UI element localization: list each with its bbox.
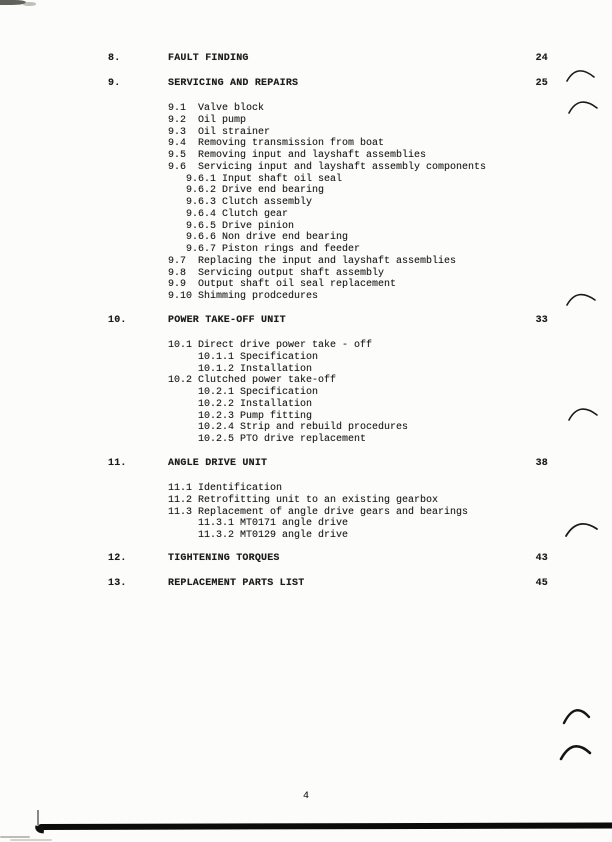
- toc-item-number: 11.1: [168, 483, 193, 494]
- toc-item-label: Installation: [240, 398, 313, 410]
- toc-item: [168, 518, 588, 530]
- toc-item: [168, 185, 588, 197]
- section-item-list: [168, 103, 588, 303]
- toc-item: [168, 291, 588, 303]
- toc-item-label: Oil strainer: [198, 126, 271, 138]
- toc-item-number: 9.4: [168, 138, 187, 150]
- binder-ring-mark-7: [561, 746, 590, 759]
- toc-item-label: Retrofitting unit to an existing gearbox: [198, 494, 439, 506]
- toc-item-number: 9.9: [168, 279, 187, 291]
- toc-item: [168, 422, 588, 434]
- toc-item: [168, 483, 588, 495]
- toc-item-number: 9.6.1: [186, 173, 217, 185]
- toc-item-number: 9.5: [168, 150, 187, 161]
- toc-item: [168, 162, 588, 174]
- toc-item-number: 9.1: [168, 103, 187, 114]
- toc-item: [168, 352, 588, 364]
- toc-item-number: 11.3.2: [198, 530, 235, 541]
- toc-item-label: Replacing the input and layshaft assemblies: [198, 255, 457, 267]
- toc-item: [168, 115, 588, 127]
- section-item-list: [168, 340, 588, 446]
- section-title: POWER TAKE-OFF UNIT: [168, 315, 286, 326]
- toc-item: [168, 256, 588, 268]
- toc-item-number: 9.7: [168, 255, 187, 267]
- toc-item-number: 10.2.3: [198, 410, 235, 422]
- toc-item-label: PTO drive replacement: [240, 434, 367, 445]
- toc-item-label: Oil pump: [198, 114, 247, 126]
- toc-item: [168, 103, 588, 115]
- toc-item: [168, 209, 588, 221]
- section-title: TIGHTENING TORQUES: [168, 553, 280, 564]
- toc-item-number: 9.6.3: [186, 197, 217, 208]
- toc-item-label: Direct drive power take - off: [198, 340, 373, 351]
- footer-page-number: 4: [302, 791, 309, 802]
- toc-item-number: 9.6.6: [186, 232, 217, 244]
- toc-item: [168, 150, 588, 162]
- toc-item: [168, 138, 588, 150]
- toc-item-number: 9.6.4: [186, 208, 217, 220]
- toc-item: [168, 174, 588, 186]
- toc-item-label: Clutched power take-off: [198, 375, 337, 387]
- toc-item-number: 9.8: [168, 267, 187, 279]
- toc-item-number: 10.2.2: [198, 398, 235, 410]
- section-page-number: 38: [535, 458, 548, 469]
- toc-item-label: Drive pinion: [222, 220, 295, 232]
- toc-item: [168, 279, 588, 291]
- section-page-number: 43: [535, 553, 548, 564]
- toc-item-label: Replacement of angle drive gears and bearings: [198, 506, 469, 518]
- toc-item-number: 11.3: [168, 506, 193, 518]
- toc-item-number: 10.2.1: [198, 387, 235, 398]
- toc-item-number: 9.2: [168, 114, 187, 126]
- section-title: FAULT FINDING: [168, 53, 249, 64]
- toc-item-label: Removing transmission from boat: [198, 138, 385, 150]
- section-page-number: 33: [535, 315, 548, 326]
- toc-item: [168, 375, 588, 387]
- toc-item-number: 9.10: [168, 291, 193, 302]
- toc-item-number: 9.3: [168, 126, 187, 138]
- toc-item: [168, 434, 588, 446]
- toc-item: [168, 495, 588, 507]
- section-number: 11.: [108, 458, 127, 469]
- toc-item-label: Valve block: [198, 103, 265, 114]
- toc-item-number: 9.6.7: [186, 244, 217, 255]
- toc-item-label: Servicing output shaft assembly: [198, 267, 385, 279]
- toc-item: [168, 232, 588, 244]
- section-title: REPLACEMENT PARTS LIST: [168, 578, 305, 589]
- toc-item: [168, 507, 588, 519]
- binder-ring-mark-6: [564, 710, 589, 723]
- section-page-number: 24: [535, 53, 548, 64]
- toc-item-label: Strip and rebuild procedures: [240, 422, 409, 434]
- toc-item-number: 10.2.5: [198, 434, 235, 445]
- toc-item-label: Piston rings and feeder: [222, 244, 361, 255]
- toc-item: [168, 221, 588, 233]
- section-title: SERVICING AND REPAIRS: [168, 78, 299, 89]
- section-number: 9.: [108, 78, 121, 89]
- toc-item-number: 9.6.2: [186, 185, 217, 197]
- section-number: 12.: [108, 553, 127, 564]
- toc-item-number: 9.6: [168, 161, 187, 173]
- toc-item-label: Pump fitting: [240, 410, 313, 422]
- toc-item: [168, 268, 588, 280]
- toc-item-label: Drive end bearing: [222, 185, 325, 197]
- toc-item: [168, 127, 588, 139]
- toc-item-number: 10.2.4: [198, 422, 235, 434]
- section-number: 8.: [108, 53, 121, 64]
- toc-item-label: Input shaft oil seal: [222, 173, 343, 185]
- toc-item: [168, 340, 588, 352]
- toc-item: [168, 364, 588, 376]
- toc-item-label: Clutch assembly: [222, 197, 313, 208]
- toc-item-label: Non drive end bearing: [222, 232, 349, 244]
- section-number: 13.: [108, 578, 127, 589]
- toc-item-label: Servicing input and layshaft assembly components: [198, 161, 487, 173]
- toc-item-label: Installation: [240, 363, 313, 375]
- toc-item-number: 11.2: [168, 494, 193, 506]
- toc-item-label: Identification: [198, 483, 283, 494]
- binder-ring-mark-1: [567, 71, 594, 81]
- section-number: 10.: [108, 315, 127, 326]
- toc-item-number: 9.6.5: [186, 220, 217, 232]
- toc-item: [168, 244, 588, 256]
- toc-item: [168, 387, 588, 399]
- toc-item-number: 10.1.2: [198, 363, 235, 375]
- toc-item-number: 10.1.1: [198, 351, 235, 363]
- toc-item-number: 10.2: [168, 375, 193, 387]
- toc-item-label: Clutch gear: [222, 208, 289, 220]
- toc-item: [168, 530, 588, 542]
- section-page-number: 45: [535, 578, 548, 589]
- toc-item: [168, 411, 588, 423]
- toc-item-label: Specification: [240, 351, 319, 363]
- toc-item-label: MT0171 angle drive: [240, 518, 349, 530]
- toc-item-label: Removing input and layshaft assemblies: [198, 150, 427, 161]
- section-item-list: [168, 483, 588, 542]
- toc-item-label: Shimming prodcedures: [198, 291, 319, 302]
- section-title: ANGLE DRIVE UNIT: [168, 458, 268, 469]
- toc-item: [168, 197, 588, 209]
- section-page-number: 25: [535, 78, 548, 89]
- toc-item-label: Output shaft oil seal replacement: [198, 279, 397, 291]
- toc-item-label: Specification: [240, 387, 319, 398]
- toc-item: [168, 399, 588, 411]
- toc-item-label: MT0129 angle drive: [240, 530, 349, 541]
- toc-item-number: 11.3.1: [198, 518, 235, 530]
- toc-item-number: 10.1: [168, 340, 193, 351]
